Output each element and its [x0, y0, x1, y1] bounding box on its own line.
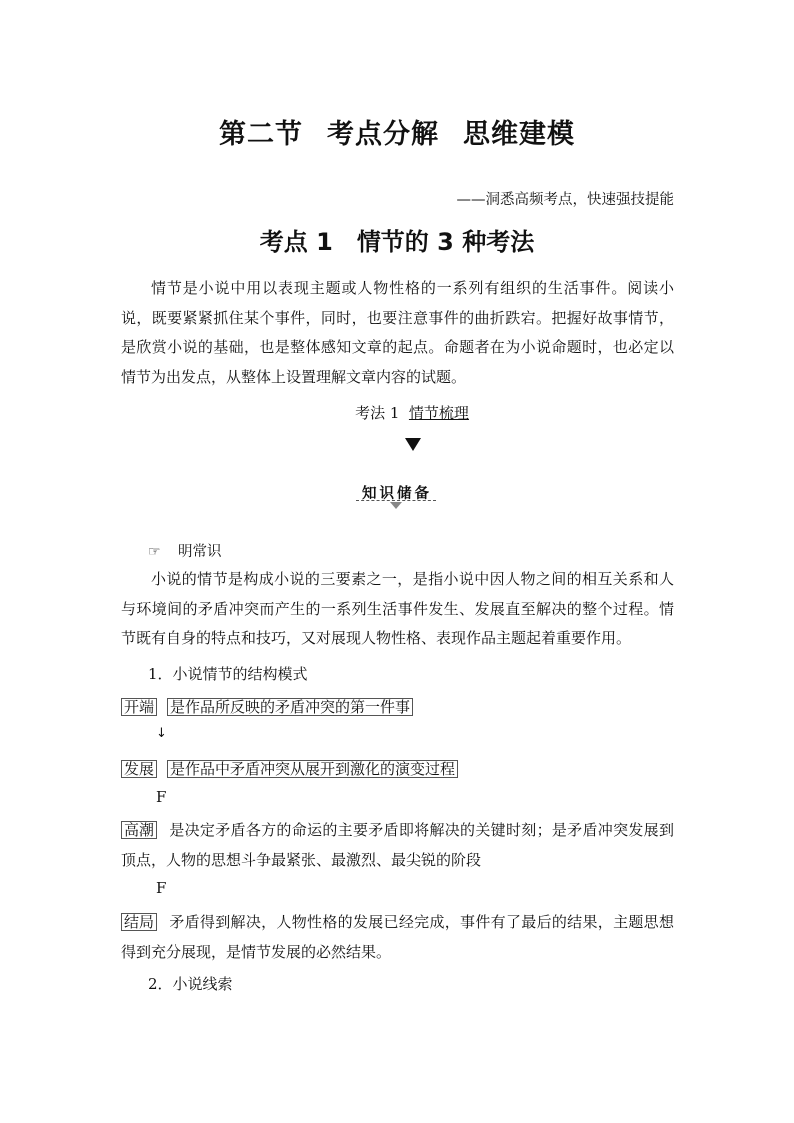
structure-heading: 1．小说情节的结构模式 — [148, 665, 308, 683]
topic-title — [0, 222, 794, 257]
stage-label-climax: 高潮 — [121, 821, 157, 839]
stage-label-ending: 结局 — [121, 913, 157, 931]
section-title-part2: 考点分解 — [327, 119, 439, 150]
stage-row-opening — [121, 692, 674, 722]
section-title — [0, 112, 794, 151]
method-prefix: 考法 1 — [355, 404, 400, 422]
section-title-part1: 第二节 — [219, 119, 303, 150]
connector-glyph: F — [156, 879, 167, 897]
stage-label-opening: 开端 — [121, 698, 157, 716]
stage-row-development — [121, 754, 674, 784]
topic-name: 情节的 3 种考法 — [356, 228, 535, 256]
stage-row-climax — [121, 815, 674, 875]
clues-heading: 2．小说线索 — [148, 975, 233, 993]
section-title-part3: 思维建模 — [463, 119, 575, 150]
knowledge-title: 知识储备 — [362, 486, 432, 502]
down-arrow-icon: ↓ — [156, 726, 167, 741]
pointing-hand-icon: ☞ — [148, 544, 161, 560]
common-sense-heading — [148, 540, 222, 561]
method-name: 情节梳理 — [408, 404, 469, 422]
subtitle: ——洞悉高频考点，快速强技提能 — [456, 192, 674, 208]
intro-paragraph: 情节是小说中用以表现主题或人物性格的一系列有组织的生活事件。阅读小说，既要紧紧抓住某个事件，同时，也要注意事件的曲折跌宕。把握好故事情节，是欣赏小说的基础，也是整体感知文章的起点。命题者在为小说命题时，也必定以情节为出发点，从整体上设置理解文章内容的试题。 — [121, 279, 674, 386]
stage-desc-opening: 是作品所反映的矛盾冲突的第一件事 — [167, 698, 413, 716]
common-sense-label: 明常识 — [178, 544, 222, 560]
stage-desc-ending: 矛盾得到解决，人物性格的发展已经完成，事件有了最后的结果，主题思想得到充分展现，是情节发展的必然结果。 — [121, 913, 674, 961]
common-sense-paragraph: 小说的情节是构成小说的三要素之一，是指小说中因人物之间的相互关系和人与环境间的矛盾冲突而产生的一系列生活事件发生、发展直至解决的整个过程。情节既有自身的特点和技巧，又对展现人物性格、表现作品主题起着重要作用。 — [121, 570, 674, 647]
knowledge-divider — [356, 500, 436, 501]
connector-glyph: F — [156, 788, 167, 806]
stage-desc-climax: 是决定矛盾各方的命运的主要矛盾即将解决的关键时刻；是矛盾冲突发展到顶点，人物的思想斗争最紧张、最激烈、最尖锐的阶段 — [121, 821, 674, 869]
method-heading — [0, 402, 794, 423]
stage-label-development: 发展 — [121, 760, 157, 778]
topic-number: 考点 1 — [259, 228, 333, 256]
stage-row-ending — [121, 907, 674, 967]
down-triangle-icon — [405, 438, 421, 451]
knowledge-arrow-icon — [390, 502, 402, 509]
stage-desc-development: 是作品中矛盾冲突从展开到激化的演变过程 — [167, 760, 458, 778]
